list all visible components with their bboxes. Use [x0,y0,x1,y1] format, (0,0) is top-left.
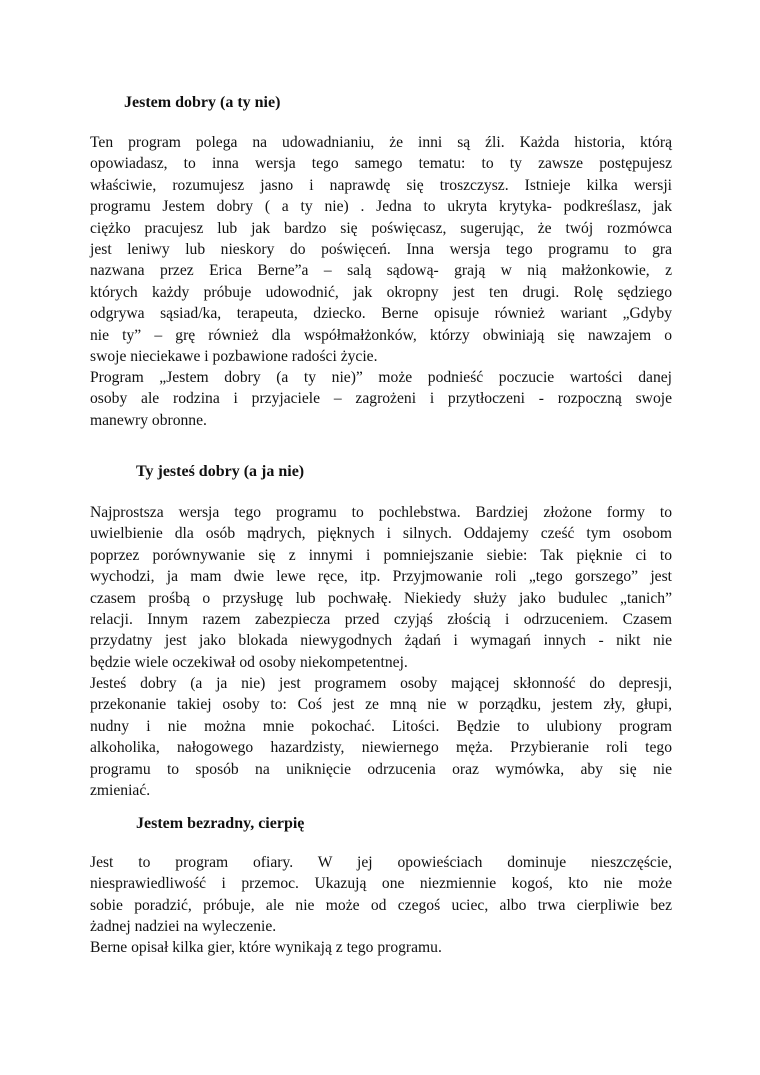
text-line: opowiadasz, to inna wersja tego samego tematu: to ty zawsze postępujesz [90,155,672,173]
paragraph [90,937,672,958]
text-line: zmieniać. [90,781,151,799]
text-line: przydatny jest jako blokada niewygodnych żądań i wymagań innych - nikt nie [90,632,672,650]
text-line: Jesteś dobry (a ja nie) jest programem osoby mającej skłonność do depresji, [90,675,672,692]
text-line: Ten program polega na udowadnianiu, że inni są źli. Każda historia, którą [90,134,672,151]
text-line: nudny i nie można mnie pokochać. Litości. Będzie to ulubiony program [90,717,672,735]
paragraph [90,673,672,801]
text-line: programu Jestem dobry ( a ty nie) . Jedna to ukryta krytyka- podkreślasz, jak [90,198,672,216]
section-heading: Jestem bezradny, cierpię [136,815,305,832]
text-line: sobie poradzić, próbuje, ale nie może od czegoś uciec, albo trwa cierpliwie bez [90,896,672,914]
text-line: alkoholika, nałogowego hazardzisty, niewiernego męża. Przybieranie roli tego [90,739,672,757]
text-line: programu to sposób na uniknięcie odrzucenia oraz wymówka, aby się nie [90,760,672,778]
text-line: jest leniwy lub nieskory do poświęceń. Inna wersja tego programu to gra [90,240,672,258]
text-line: relacji. Innym razem zabezpiecza przed czyjąś złością i odrzuceniem. Czasem [90,610,672,628]
text-line: właściwie, rozumujesz jasno i naprawdę się troszczysz. Istnieje kilka wersji [90,176,672,194]
text-line: odgrywa sąsiad/ka, terapeuta, dziecko. Berne opisuje również wariant „Gdyby [90,305,672,323]
text-line: poprzez porównywanie się z innymi i pomniejszanie siebie: Tak pięknie ci to [90,546,672,564]
text-line: Najprostsza wersja tego programu to pochlebstwa. Bardziej złożone formy to [90,504,672,521]
paragraph [90,502,672,673]
text-line: nie ty” – grę również dla współmałżonków, którzy obwiniają się nawzajem o [90,326,672,344]
paragraph [90,367,672,431]
paragraph [90,132,672,367]
text-line: będzie wiele oczekiwał od osoby niekompetentnej. [90,653,408,671]
text-line: których każdy próbuje udowodnić, jak okropny jest ten drugi. Rolę sędziego [90,283,672,301]
text-line: manewry obronne. [90,411,207,429]
text-line: ciężko pracujesz lub jak bardzo się poświęcasz, sugerując, że twój rozmówca [90,219,672,237]
text-line: przekonanie takiej osoby to: Coś jest ze mną nie w porządku, jestem zły, głupi, [90,696,672,714]
text-line: czasem prośbą o przysługę lub pochwałę. Niekiedy służy jako budulec „tanich” [90,589,672,607]
text-line: niesprawiedliwość i przemoc. Ukazują one niezmiennie kogoś, kto nie może [90,875,672,893]
text-line: osoby ale rodzina i przyjaciele – zagrożeni i przytłoczeni - rozpoczną swoje [90,390,672,408]
text-line: wychodzi, ja mam dwie lewe ręce, itp. Przyjmowanie roli „tego gorszego” jest [90,568,672,586]
text-line: nazwana przez Erica Berne”a – salą sądową- grają w nią małżonkowie, z [90,262,672,280]
section-heading: Jestem dobry (a ty nie) [124,94,281,111]
text-line: Jest to program ofiary. W jej opowieściach dominuje nieszczęście, [90,854,672,871]
text-line: Berne opisał kilka gier, które wynikają z tego programu. [90,939,442,956]
paragraph [90,852,672,938]
section-heading: Ty jesteś dobry (a ja nie) [136,463,305,480]
text-line: żadnej nadziei na wyleczenie. [90,918,277,936]
text-line: swoje nieciekawe i pozbawione radości życie. [90,347,378,365]
text-line: uwielbienie dla osób mądrych, pięknych i silnych. Oddajemy cześć tym osobom [90,525,672,543]
text-line: Program „Jestem dobry (a ty nie)” może podnieść poczucie wartości danej [90,369,672,386]
